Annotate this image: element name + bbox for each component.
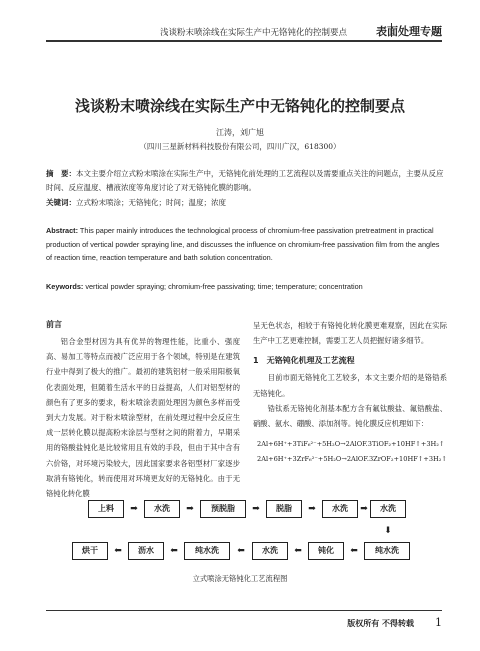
keywords-en-text: vertical powder spraying; chromium-free passivating; time; temperature; concentration	[83, 282, 363, 291]
page-header	[46, 20, 442, 42]
abstract-en-label: Abstract:	[46, 226, 79, 235]
continuation-paragraph: 呈无色状态，相较于有铬钝化转化膜更难观察，因此在实际生产中工艺更难控制，需要工艺人员把握好诸多细节。	[253, 321, 447, 346]
right-column	[253, 318, 447, 467]
section1-paragraph-1: 目前市面无铬钝化工艺较多，本文主要介绍的是铬锆系无铬钝化。	[253, 373, 447, 398]
section1-heading: 1 无铬钝化机理及工艺流程	[253, 356, 355, 366]
running-title: 浅谈粉末喷涂线在实际生产中无铬钝化的控制要点	[160, 28, 348, 38]
keywords-en	[46, 280, 446, 294]
formula-1: 2Al+6H⁺+3TiF₆²⁻+5H₂O→2AlOF.3TiOF₂+10HF↑+3H₂↑	[257, 440, 445, 449]
arrow-right-icon: ➡	[308, 504, 316, 514]
step-wash-4: 水洗	[252, 542, 288, 560]
page-footer	[46, 610, 442, 636]
keywords-cn	[46, 196, 446, 210]
step-wash-1: 水洗	[144, 500, 180, 518]
section1-paragraph-2: 锆钛系无铬钝化剂基本配方含有氟钛酸盐、氟锆酸盐、硝酸、氨水、硼酸、添加剂等。钝化膜反应机理如下：	[253, 403, 447, 429]
formula-2: 2Al+6H⁺+3ZrF₆²⁻+5H₂O→2AlOF.3ZrOF₂+10HF↑+3H₂↑	[257, 455, 447, 464]
arrow-right-icon: ➡	[360, 504, 368, 514]
keywords-cn-text: 立式粉末喷涂；无铬钝化；时间；温度；浓度	[76, 198, 226, 207]
abstract-cn	[46, 167, 446, 195]
arrow-left-icon: ⬅	[237, 546, 245, 556]
step-loading: 上料	[88, 500, 124, 518]
arrow-left-icon: ⬅	[170, 546, 178, 556]
arrow-right-icon: ➡	[186, 504, 194, 514]
article-title: 浅谈粉末喷涂线在实际生产中无铬钝化的控制要点	[74, 97, 405, 115]
arrow-left-icon: ⬅	[294, 546, 302, 556]
abstract-en-text: This paper mainly introduces the technological process of chromium-free passivation pretreatment in practical production of vertical powder spraying line, and discusses the influence on chromium-free passivation film from the angles of reaction time, reaction temperature and bath solution concentration.	[46, 226, 440, 263]
left-column	[46, 318, 240, 501]
step-drying: 烘干	[72, 542, 108, 560]
arrow-right-icon: ➡	[252, 504, 260, 514]
step-pure-wash-1: 纯水洗	[184, 542, 230, 560]
keywords-cn-label: 关键词：	[46, 198, 76, 207]
step-pure-wash-2: 纯水洗	[364, 542, 410, 560]
abstract-cn-text: 本文主要介绍立式粉末喷涂在实际生产中，无铬钝化前处理的工艺流程以及需要重点关注的问题点，主要从反应时间、反应温度、槽液浓度等角度讨论了对无铬钝化膜的影响。	[46, 169, 444, 192]
preface-paragraph: 铝合金型材因为具有优异的物理性能，比重小、强度高、易加工等特点而被广泛应用于各个领域，特别是在建筑行业中得到了极大的推广。最初的建筑铝材一般采用阳极氧化表面处理，但随着生活水平的日益提高，人们对铝型材的颜色有了更多的要求，粉末喷涂表面处理因为颜色多样而受到大力发展。对于粉末喷涂型材，在前处理过程中会反应生成一层转化膜以提高粉末涂层与型材之间的附着力，早期采用的铬酸盐钝化是比较常用且有效的手段，但由于其中含有六价铬，对环境污染较大，因此国家要求各铝型材厂家逐步取消有铬钝化，转而使用对环境更友好的无铬钝化。由于无铬钝化转化膜	[46, 337, 240, 499]
keywords-en-label: Keywords:	[46, 282, 84, 291]
rights-notice: 版权所有 不得转载	[347, 618, 414, 628]
process-flowchart	[82, 498, 406, 570]
arrow-right-icon: ➡	[130, 504, 138, 514]
flowchart-caption: 立式喷涂无铬钝化工艺流程图	[192, 574, 288, 583]
step-wash-2: 水洗	[322, 500, 358, 518]
step-predegrease: 预脱脂	[200, 500, 246, 518]
page-number: 1	[435, 616, 442, 629]
section-label: 表面处理专题	[376, 25, 442, 38]
preface-heading: 前言	[46, 320, 62, 329]
arrow-left-icon: ⬅	[114, 546, 122, 556]
step-degrease: 脱脂	[266, 500, 302, 518]
arrow-down-icon: ⬇	[384, 526, 392, 536]
step-wash-3: 水洗	[370, 500, 406, 518]
abstract-en	[46, 224, 446, 265]
abstract-cn-label: 摘 要：	[46, 169, 76, 178]
step-draining: 沥水	[128, 542, 164, 560]
step-passivation: 钝化	[308, 542, 344, 560]
authors: 江涛，刘广旭	[216, 128, 264, 137]
arrow-left-icon: ⬅	[350, 546, 358, 556]
affiliation: （四川三星新材料科技股份有限公司，四川广汉，618300）	[139, 142, 341, 151]
